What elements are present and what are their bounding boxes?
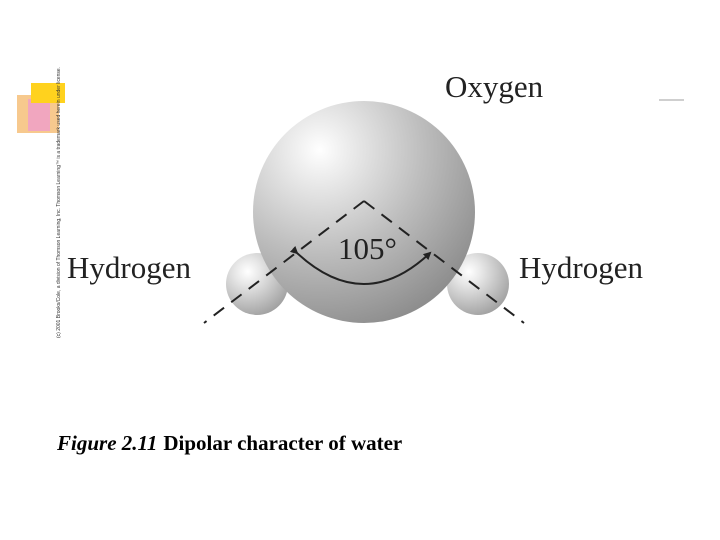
- figure-caption: [57, 431, 402, 456]
- label-hydrogen-right: Hydrogen: [519, 250, 643, 285]
- oxygen-atom: [253, 101, 475, 323]
- label-oxygen: Oxygen: [445, 69, 544, 104]
- label-bond-angle: 105°: [338, 231, 397, 266]
- label-hydrogen-left: Hydrogen: [67, 250, 191, 285]
- copyright-notice: (c) 2001 Brooks/Cole, a division of Thomson Learning, Inc. Thomson Learning™ is a trademark used herein under license.: [56, 66, 62, 338]
- figure-number: Figure 2.11: [57, 431, 158, 455]
- figure-caption-text: Dipolar character of water: [163, 431, 403, 455]
